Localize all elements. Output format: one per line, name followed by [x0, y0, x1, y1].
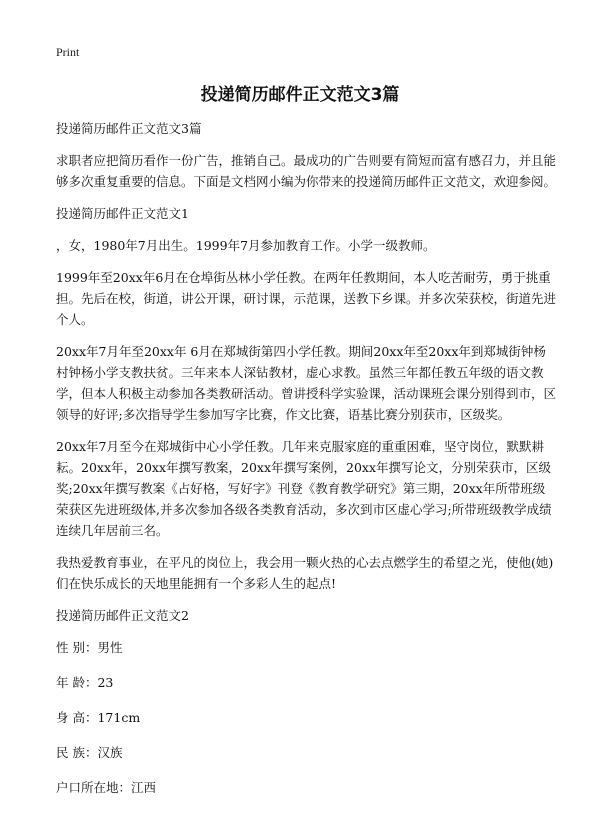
paragraph-intro: 求职者应把简历看作一份广告，推销自己。最成功的广告则要有简短而富有感召力，并且能够多次重复重要的信息。下面是文档网小编为你带来的投递简历邮件正文范文，欢迎参阅。 — [56, 153, 557, 189]
document-body — [56, 118, 556, 812]
paragraph-subtitle: 投递简历邮件正文范文3篇 — [56, 121, 202, 136]
section-heading-2: 投递简历邮件正文范文2 — [56, 608, 189, 623]
paragraph: 20xx年7月至今在郑城街中心小学任教。几年来克服家庭的重重困难，坚守岗位，默默耕耘。20xx年，20xx年撰写教案，20xx年撰写案例，20xx年撰写论文，分别荣获市，区级奖;20xx年撰写教案《占好格，写好字》刊登《教育教学研究》第三期，20xx年所带班级荣获区先进班级体,并多次参加各级各类教育活动，多次到市区虚心学习;所带班级教学成绩连续几年居前三名。 — [56, 439, 552, 538]
section-heading-1: 投递简历邮件正文范文1 — [56, 206, 189, 221]
field-ethnicity: 民 族：汉族 — [56, 745, 123, 760]
page-title: 投递简历邮件正文范文3篇 — [200, 85, 400, 105]
field-height: 身 高：171cm — [56, 710, 141, 725]
print-button[interactable]: Print — [56, 45, 80, 59]
field-hukou: 户口所在地：江西 — [56, 780, 157, 795]
field-gender: 性 别：男性 — [56, 640, 123, 655]
paragraph: 1999年至20xx年6月在仓埠街丛林小学任教。在两年任教期间，本人吃苦耐劳，勇于挑重担。先后在校，街道，讲公开课，研讨课，示范课，送教下乡课。并多次荣获校，街道先进个人。 — [56, 270, 557, 327]
paragraph: ，女，1980年7月出生。1999年7月参加教育工作。小学一级教师。 — [56, 238, 436, 253]
paragraph: 我热爱教育事业，在平凡的岗位上，我会用一颗火热的心去点燃学生的希望之光，使他(她)们在快乐成长的天地里能拥有一个多彩人生的起点! — [56, 555, 554, 591]
paragraph: 20xx年7月年至20xx年 6月在郑城街第四小学任教。期间20xx年至20xx年到郑城街钟杨村钟杨小学支教扶贫。三年来本人深钻教材，虚心求教。虽然三年都任教五年级的语文教学，但本人积极主动参加各类教研活动。曾讲授科学实验课，活动课班会课分别得到市，区领导的好评;多次指导学生参加写字比赛，作文比赛，语基比赛分别获市，区级奖。 — [56, 344, 557, 422]
field-age: 年 龄：23 — [56, 675, 114, 690]
